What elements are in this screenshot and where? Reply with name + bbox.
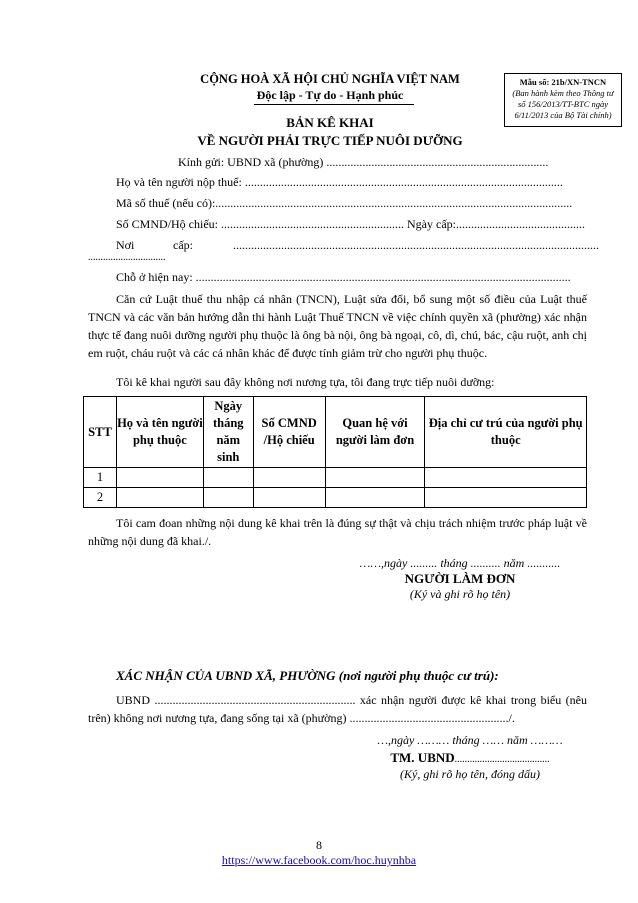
form-ministry-ref: 6/11/2013 của Bộ Tài chính) — [514, 110, 612, 120]
table-cell[interactable] — [203, 488, 253, 508]
form-issued-note: (Ban hành kèm theo Thông tư — [512, 88, 614, 98]
motto: Độc lập - Tự do - Hạnh phúc — [256, 88, 404, 102]
footer-link[interactable]: https://www.facebook.com/hoc.huynhba — [221, 853, 417, 867]
confirmation-text: UBND ................................................................... xác nhận người được kê khai trong biểu (nêu trên) không nơi nương tựa, đang sống tại xã (phường) ...................................................../. — [88, 693, 587, 725]
legal-basis-paragraph: Căn cứ Luật thuế thu nhập cá nhân (TNCN), Luật sửa đổi, bổ sung một số điều của Luật thuế TNCN và các văn bản hướng dẫn thi hành Luật Thuế TNCN về việc chính quyền xã (phường) xác nhận thực tế đang nuôi dưỡng người phụ thuộc là ông bà nội, ông bà ngoại, cô, dì, chú, bác, cậu ruột, anh chị em ruột, cháu ruột và các cá nhân khác để được tính giảm trừ cho người phụ thuộc. — [88, 292, 587, 360]
dependents-table — [83, 396, 587, 508]
issue-place-field[interactable]: .......................................................................................................................... — [233, 238, 599, 252]
tax-code-field[interactable]: Mã số thuế (nếu có):....................................................................................................................... — [116, 196, 573, 210]
id-number-field[interactable]: Số CMND/Hộ chiếu: ............................................................. Ngày cấp:........................................... — [116, 217, 585, 231]
table-row — [84, 488, 587, 508]
confirmation-note: (Ký, ghi rõ họ tên, đóng dấu) — [400, 767, 540, 781]
col-stt: STT — [84, 397, 117, 468]
confirmation-role-line — [350, 750, 590, 766]
signature-date: ……,ngày ......... tháng .......... năm ........... — [359, 556, 561, 570]
document-subtitle: VỀ NGƯỜI PHẢI TRỰC TIẾP NUÔI DƯỠNG — [197, 133, 463, 148]
table-cell[interactable] — [425, 488, 587, 508]
residence-field[interactable]: Chỗ ở hiện nay: ............................................................................................................................. — [116, 270, 571, 284]
table-cell[interactable] — [253, 468, 325, 488]
table-header-row — [84, 397, 587, 468]
issue-place-label-2: cấp: — [173, 238, 193, 252]
confirmation-role: TM. UBND — [390, 750, 455, 765]
table-cell[interactable] — [325, 488, 425, 508]
table-row — [84, 468, 587, 488]
declaration-line: Tôi kê khai người sau đây không nơi nương tựa, tôi đang trực tiếp nuôi dưỡng: — [116, 375, 495, 389]
nation-heading: CỘNG HOÀ XÃ HỘI CHỦ NGHĨA VIỆT NAM — [200, 72, 460, 86]
confirmation-role-dots: ...................................... — [454, 754, 550, 765]
page-number: 8 — [316, 838, 322, 852]
form-number: Mẫu số: 21b/XN-TNCN — [519, 77, 607, 87]
col-id-number: Số CMND /Hộ chiếu — [253, 397, 325, 468]
table-cell[interactable] — [116, 468, 203, 488]
col-dependent-name: Họ và tên người phụ thuộc — [116, 397, 203, 468]
recipient-line: Kính gửi: UBND xã (phường) .......................................................................... — [178, 155, 549, 169]
col-birth-date: Ngày tháng năm sinh — [203, 397, 253, 468]
table-cell[interactable] — [325, 468, 425, 488]
issue-place-continuation: ............................... — [88, 252, 166, 263]
signature-role: NGƯỜI LÀM ĐƠN — [404, 571, 516, 586]
confirmation-date: …,ngày ……… tháng …… năm ……… — [377, 733, 563, 747]
table-cell[interactable] — [203, 468, 253, 488]
table-cell[interactable] — [253, 488, 325, 508]
table-cell[interactable] — [116, 488, 203, 508]
document-title: BẢN KÊ KHAI — [286, 115, 374, 130]
issue-place-label: Nơi — [116, 238, 135, 252]
form-circular-ref: số 156/2013/TT-BTC ngày — [517, 99, 609, 109]
col-address: Địa chỉ cư trú của người phụ thuộc — [425, 397, 587, 468]
taxpayer-name-field[interactable]: Họ và tên người nộp thuế: .......................................................................................................... — [116, 175, 563, 189]
table-cell[interactable] — [425, 468, 587, 488]
signature-note: (Ký và ghi rõ họ tên) — [409, 587, 511, 601]
row-number: 2 — [84, 488, 117, 508]
confirmation-title: XÁC NHẬN CỦA UBND XÃ, PHƯỜNG (nơi người phụ thuộc cư trú): — [116, 668, 499, 683]
commitment-paragraph: Tôi cam đoan những nội dung kê khai trên là đúng sự thật và chịu trách nhiệm trước pháp luật về những nội dung đã khai./. — [88, 516, 587, 548]
motto-underline — [254, 104, 414, 105]
row-number: 1 — [84, 468, 117, 488]
form-number-box — [504, 73, 622, 127]
col-relationship: Quan hệ với người làm đơn — [325, 397, 425, 468]
